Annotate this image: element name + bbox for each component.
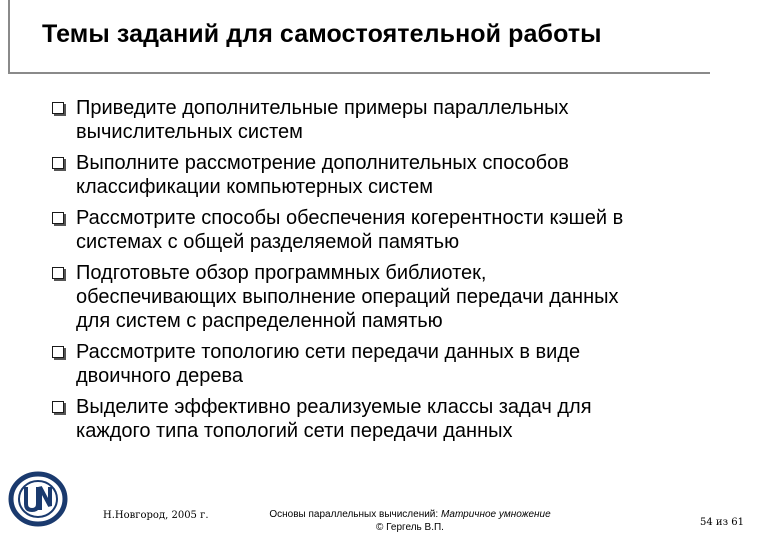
title-frame xyxy=(8,0,710,74)
square-bullet-icon xyxy=(52,212,64,224)
page-number: 54 xyxy=(700,517,713,528)
bullet-text-line: классификации компьютерных систем xyxy=(76,176,434,198)
page-of-label: из xyxy=(715,517,729,528)
list-item xyxy=(0,96,736,144)
footer-course-topic: Матричное умножение xyxy=(440,509,551,520)
slide-title: Темы заданий для самостоятельной работы xyxy=(42,20,602,48)
bullet-text-line: каждого типа топологий сети передачи данных xyxy=(76,420,513,442)
bullet-list xyxy=(0,96,736,450)
list-item xyxy=(0,395,736,443)
square-bullet-icon xyxy=(52,401,64,413)
bullet-text-line: Рассмотрите топологию сети передачи данных в виде xyxy=(76,341,581,363)
bullet-text-line: Выполните рассмотрение дополнительных способов xyxy=(76,152,569,174)
footer-course-line xyxy=(240,508,580,521)
bullet-text-line: Приведите дополнительные примеры параллельных xyxy=(76,97,569,119)
bullet-text-line: Выделите эффективно реализуемые классы задач для xyxy=(76,396,592,418)
list-item xyxy=(0,206,736,254)
list-item xyxy=(0,261,736,333)
unn-university-logo-icon xyxy=(8,470,70,528)
footer-page-counter xyxy=(700,517,744,528)
list-item xyxy=(0,151,736,199)
bullet-text-line: системах с общей разделяемой памятью xyxy=(76,231,460,253)
square-bullet-icon xyxy=(52,346,64,358)
square-bullet-icon xyxy=(52,102,64,114)
bullet-text-line: для систем с распределенной памятью xyxy=(76,310,443,332)
list-item xyxy=(0,340,736,388)
footer-course-info xyxy=(240,508,580,534)
square-bullet-icon xyxy=(52,157,64,169)
footer-course-prefix: Основы параллельных вычислений: xyxy=(269,509,439,520)
page-total: 61 xyxy=(731,517,744,528)
footer-copyright: © Гергель В.П. xyxy=(376,522,444,533)
bullet-text-line: двоичного дерева xyxy=(76,365,244,387)
bullet-text-line: вычислительных систем xyxy=(76,121,303,143)
square-bullet-icon xyxy=(52,267,64,279)
bullet-text-line: Подготовьте обзор программных библиотек, xyxy=(76,262,487,284)
bullet-text-line: Рассмотрите способы обеспечения когерентности кэшей в xyxy=(76,207,624,229)
footer-location-date: Н.Новгород, 2005 г. xyxy=(103,510,209,521)
bullet-text-line: обеспечивающих выполнение операций передачи данных xyxy=(76,286,619,308)
